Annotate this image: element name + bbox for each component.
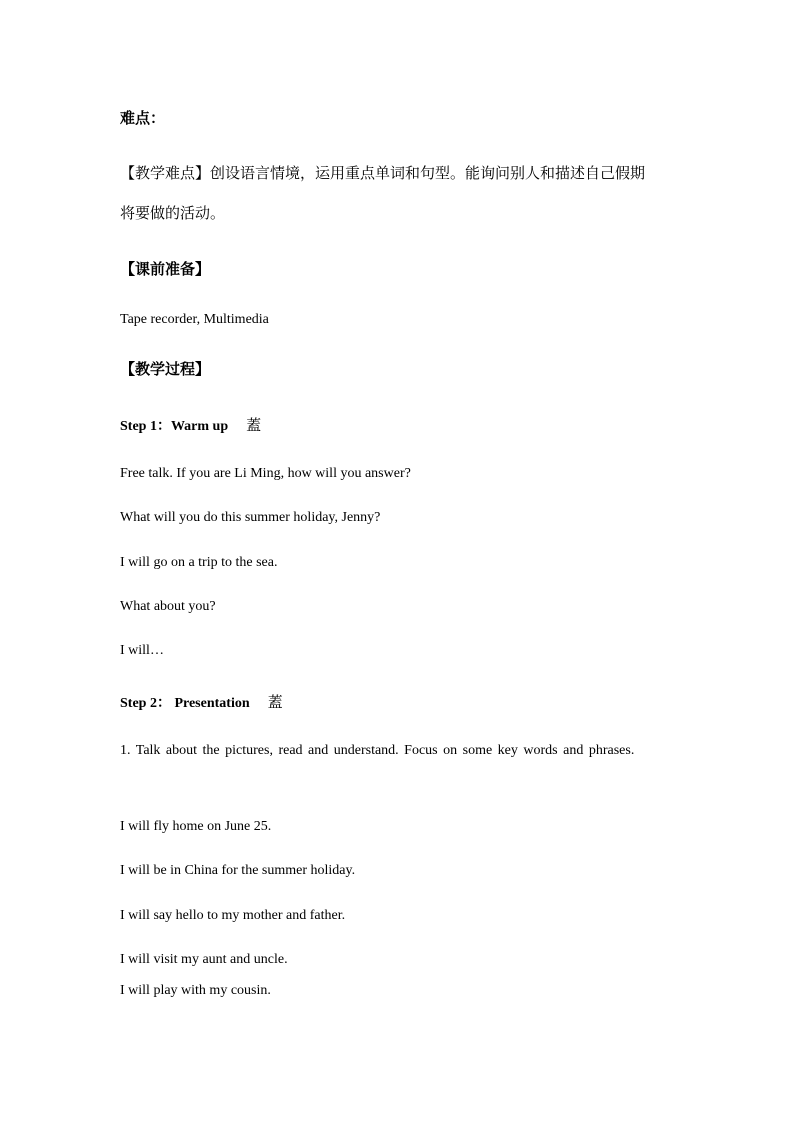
difficulty-heading: 难点： [120,109,166,127]
step2-line: I will play with my cousin. [120,983,271,998]
step2-line: I will visit my aunt and uncle. [120,952,288,967]
step1-line: Free talk. If you are Li Ming, how will you answer? [120,466,411,481]
step2-paragraph: 1. Talk about the pictures, read and understand. Focus on some key words and phrases. [120,743,635,758]
step1-glyph: 蓋 [246,416,262,434]
difficulty-text-line-1: 【教学难点】创设语言情境，运用重点单词和句型。能询问别人和描述自己假期 [120,164,646,182]
step2-line: I will be in China for the summer holiday. [120,863,356,878]
step1-line: I will… [120,643,164,658]
step2-line: I will say hello to my mother and father. [120,908,346,923]
step1-heading [120,416,261,436]
step2-heading [120,693,283,713]
step2-glyph: 蓋 [267,693,283,711]
step2-line: I will fly home on June 25. [120,819,272,834]
step1-line: What about you? [120,599,216,614]
step1-line: What will you do this summer holiday, Jenny? [120,510,381,525]
prep-text: Tape recorder, Multimedia [120,312,269,327]
step1-line: I will go on a trip to the sea. [120,555,278,570]
process-heading: 【教学过程】 [120,360,211,378]
step1-title: Step 1：Warm up [120,419,229,434]
prep-heading: 【课前准备】 [120,260,211,278]
difficulty-text-line-2: 将要做的活动。 [120,204,226,222]
step2-title: Step 2： Presentation [120,696,250,711]
